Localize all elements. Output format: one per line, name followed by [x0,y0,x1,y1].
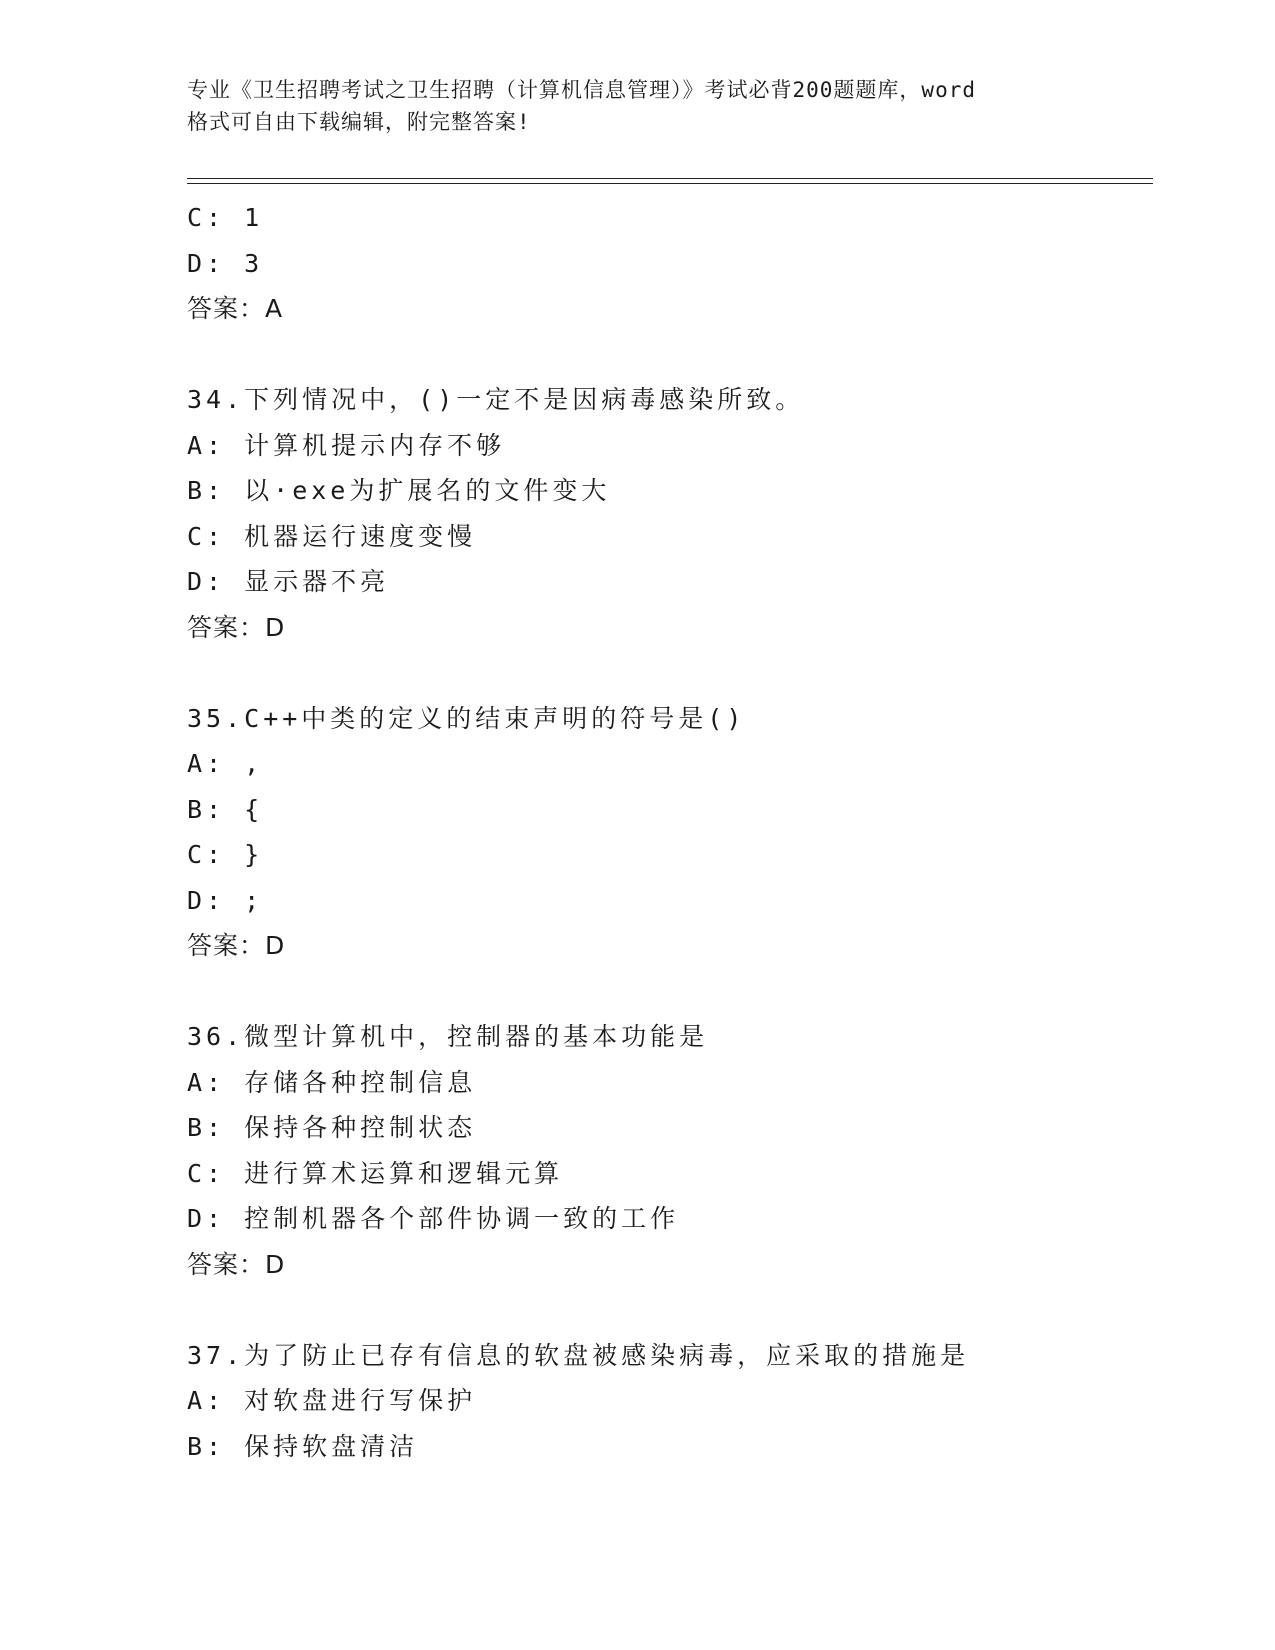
question-line: 37.为了防止已存有信息的软盘被感染病毒，应采取的措施是 [187,1340,970,1370]
option-line: D: 3 [187,248,264,278]
option-line: B: 保持各种控制状态 [187,1113,477,1142]
option-line: B: 保持软盘清洁 [187,1431,419,1461]
option-line: D: ; [187,885,264,915]
option-line: A: 计算机提示内存不够 [187,430,506,460]
header-divider-top [187,178,1153,179]
answer-line: 答案：D [187,612,286,642]
question-list [187,195,1147,1469]
option-line: B: 以·exe为扩展名的文件变大 [187,476,611,505]
blank-line [187,332,1147,378]
header-line-2: 格式可自由下载编辑，附完整答案! [187,110,531,134]
question-line: 34.下列情况中，()一定不是因病毒感染所致。 [187,385,805,414]
option-line: C: } [187,840,264,869]
document-header [187,74,1107,138]
header-divider-bottom [187,183,1153,184]
option-line: C: 1 [187,203,264,232]
question-line: 36.微型计算机中，控制器的基本功能是 [187,1022,709,1051]
answer-line: 答案：D [187,1249,286,1279]
option-line: A: 对软盘进行写保护 [187,1386,477,1415]
header-line-1: 专业《卫生招聘考试之卫生招聘（计算机信息管理）》考试必背200题题库，word [187,78,976,102]
option-line: D: 控制机器各个部件协调一致的工作 [187,1204,680,1233]
blank-line [187,650,1147,696]
option-line: A: 存储各种控制信息 [187,1067,477,1097]
option-line: A: , [187,749,264,778]
answer-line: 答案：A [187,294,284,323]
option-line: C: 进行算术运算和逻辑元算 [187,1158,564,1188]
option-line: C: 机器运行速度变慢 [187,521,477,551]
blank-line [187,1287,1147,1333]
answer-line: 答案：D [187,931,286,960]
option-line: D: 显示器不亮 [187,567,390,596]
blank-line [187,969,1147,1015]
option-line: B: { [187,794,264,824]
question-line: 35.C++中类的定义的结束声明的符号是() [187,703,746,733]
